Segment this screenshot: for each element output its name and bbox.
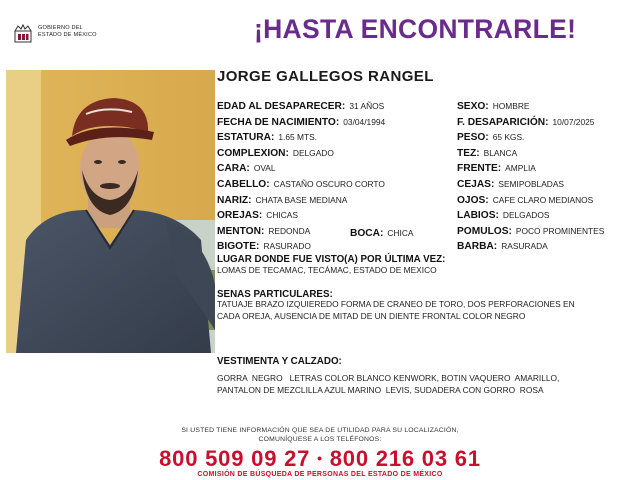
field-value: CASTAÑO OSCURO CORTO [273,179,385,189]
field-label: BIGOTE: [217,241,260,252]
field-value: OVAL [253,163,276,173]
marks-label: SENAS PARTICULARES: [217,289,333,300]
clothing-line-1: GORRA NEGRO LETRAS COLOR BLANCO KENWORK, BOTIN VAQUERO AMARILLO, [217,373,560,383]
phone-separator: • [317,450,323,466]
field-value: RASURADO [263,241,311,251]
field-label: BOCA: [350,228,384,239]
commission-name: COMISIÓN DE BÚSQUEDA DE PERSONAS DEL ESTADO DE MÉXICO [197,471,443,478]
last-seen-label: LUGAR DONDE FUE VISTO(A) POR ÚLTIMA VEZ: [217,254,446,265]
field-barba [457,236,548,254]
logo-line-1: GOBIERNO DEL [38,25,83,31]
field-label: FECHA DE NACIMIENTO: [217,117,340,128]
field-value: CAFE CLARO MEDIANOS [492,195,594,205]
field-label: CEJAS: [457,179,495,190]
field-value: DELGADO [292,148,334,158]
person-name: JORGE GALLEGOS RANGEL [217,68,434,85]
field-label: ESTATURA: [217,132,275,143]
field-boca [350,223,413,241]
field-value: 65 KGS. [492,132,525,142]
field-label: SEXO: [457,101,489,112]
field-label: CARA: [217,163,250,174]
field-value: HOMBRE [492,101,530,111]
missing-person-photo [6,70,215,353]
phone-numbers [0,446,640,472]
field-label: EDAD AL DESAPARECER: [217,101,346,112]
field-value: POCO PROMINENTES [515,226,605,236]
phone-number-2[interactable]: 800 216 03 61 [329,446,481,471]
field-label: F. DESAPARICIÓN: [457,117,549,128]
logo-text [38,25,97,39]
field-value: CHICAS [266,210,298,220]
field-label: CABELLO: [217,179,270,190]
field-label: NARIZ: [217,195,252,206]
field-value: 03/04/1994 [343,117,386,127]
marks-line-2: CADA OREJA, AUSENCIA DE MITAD DE UN DIENTE FRONTAL COLOR NEGRO [217,311,526,321]
field-value: REDONDA [268,226,311,236]
phone-number-1[interactable]: 800 509 09 27 [159,446,311,471]
field-value: 10/07/2025 [552,117,595,127]
field-label: COMPLEXION: [217,148,289,159]
coat-of-arms-icon [12,22,34,44]
field-label: FRENTE: [457,163,502,174]
field-label: MENTON: [217,226,265,237]
logo-line-2: ESTADO DE MÉXICO [38,32,97,38]
field-value: AMPLIA [505,163,536,173]
contact-info-line-1: SI USTED TIENE INFORMACIÓN QUE SEA DE UTILIDAD PARA SU LOCALIZACIÓN, [181,427,459,434]
field-value: BLANCA [483,148,518,158]
field-label: LABIOS: [457,210,499,221]
field-label: POMULOS: [457,226,512,237]
field-value: 1.65 MTS. [278,132,317,142]
clothing-label: VESTIMENTA Y CALZADO: [217,356,342,367]
field-label: TEZ: [457,148,480,159]
government-logo [12,22,122,46]
field-value: RASURADA [501,241,548,251]
field-bigote [217,236,311,254]
contact-info-line-2: COMUNÍQUESE A LOS TELÉFONOS: [258,435,382,443]
field-label: OJOS: [457,195,489,206]
field-label: OREJAS: [217,210,263,221]
clothing-line-2: PANTALON DE MEZCLILLA AZUL MARINO LEVIS, SUDADERA CON GORRO ROSA [217,385,544,395]
field-label: BARBA: [457,241,498,252]
field-value: 31 AÑOS [349,101,385,111]
contact-info-text [0,427,640,444]
field-value: SEMIPOBLADAS [498,179,565,189]
field-value: DELGADOS [502,210,550,220]
marks-line-1: TATUAJE BRAZO IZQUIEREDO FORMA DE CRANEO DE TORO, DOS PERFORACIONES EN [217,299,575,309]
poster-title: ¡HASTA ENCONTRARLE! [254,14,577,44]
field-value: CHATA BASE MEDIANA [255,195,348,205]
field-label: PESO: [457,132,489,143]
field-value: CHICA [387,228,414,238]
last-seen-value: LOMAS DE TECAMAC, TECÁMAC, ESTADO DE MEXICO [217,265,437,275]
